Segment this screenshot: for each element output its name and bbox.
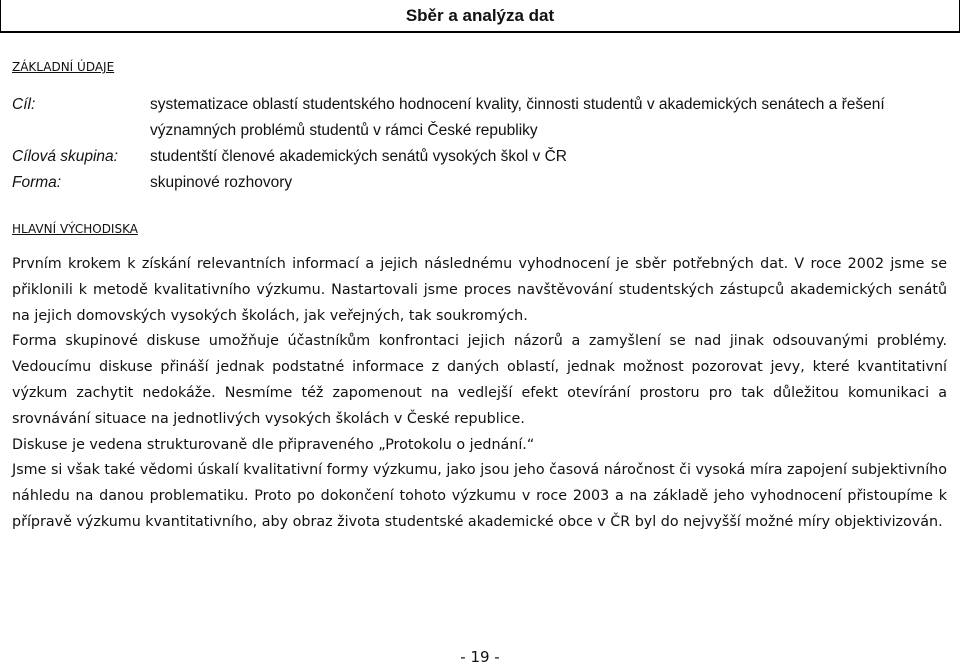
background-heading: HLAVNÍ VÝCHODISKA	[12, 222, 138, 236]
form-value: skupinové rozhovory	[150, 174, 293, 191]
info-row-form	[12, 170, 952, 196]
target-group-value: studentští členové akademických senátů vysokých škol v ČR	[150, 148, 567, 165]
paragraph: Forma skupinové diskuse umožňuje účastníkům konfrontaci jejich názorů a zamyšlení se nad jinak odsouvanými problémy. Vedoucímu diskuse přináší jednak podstatné informace z daných oblastí, jednak možnost pozorovat jevy, které kvantitativní výzkum zachytit nedokáže. Nesmíme též zapomenout na vedlejší efekt otevírání prostoru pro tak důležitou komunikaci a srovnávání situace na jednotlivých vysokých školách v České republice.	[12, 333, 947, 427]
paragraph: Jsme si však také vědomi úskalí kvalitativní formy výzkumu, jako jsou jeho časová náročnost či vysoká míra zapojení subjektivního náhledu na danou problematiku. Proto po dokončení tohoto výzkumu v roce 2003 a na základě jeho vyhodnocení přistoupíme k přípravě výzkumu kvantitativního, aby obraz života studentské akademické obce v ČR byl do nejvyšší možné míry objektivizován.	[12, 462, 947, 530]
info-row-goal	[12, 92, 952, 144]
page-title: Sběr a analýza dat	[0, 0, 960, 33]
basic-info-heading: ZÁKLADNÍ ÚDAJE	[12, 60, 115, 74]
basic-info-table	[12, 92, 952, 196]
paragraph: Prvním krokem k získání relevantních informací a jejich následnému vyhodnocení je sběr potřebných dat. V roce 2002 jsme se přiklonili k metodě kvalitativního výzkumu. Nastartovali jsme proces navštěvování studentských zástupců akademických senátů na jejich domovských vysokých školách, jak veřejných, tak soukromých.	[12, 256, 947, 324]
paragraph: Diskuse je vedena strukturovaně dle připraveného „Protokolu o jednání.“	[12, 436, 535, 453]
background-body	[12, 252, 947, 536]
target-group-label: Cílová skupina:	[12, 148, 118, 165]
page-number: - 19 -	[460, 648, 500, 666]
form-label: Forma:	[12, 174, 62, 191]
goal-label: Cíl:	[12, 96, 36, 113]
info-row-target-group	[12, 144, 952, 170]
goal-value: systematizace oblastí studentského hodnocení kvality, činnosti studentů v akademických senátech a řešení významných problémů studentů v rámci České republiky	[150, 96, 885, 139]
